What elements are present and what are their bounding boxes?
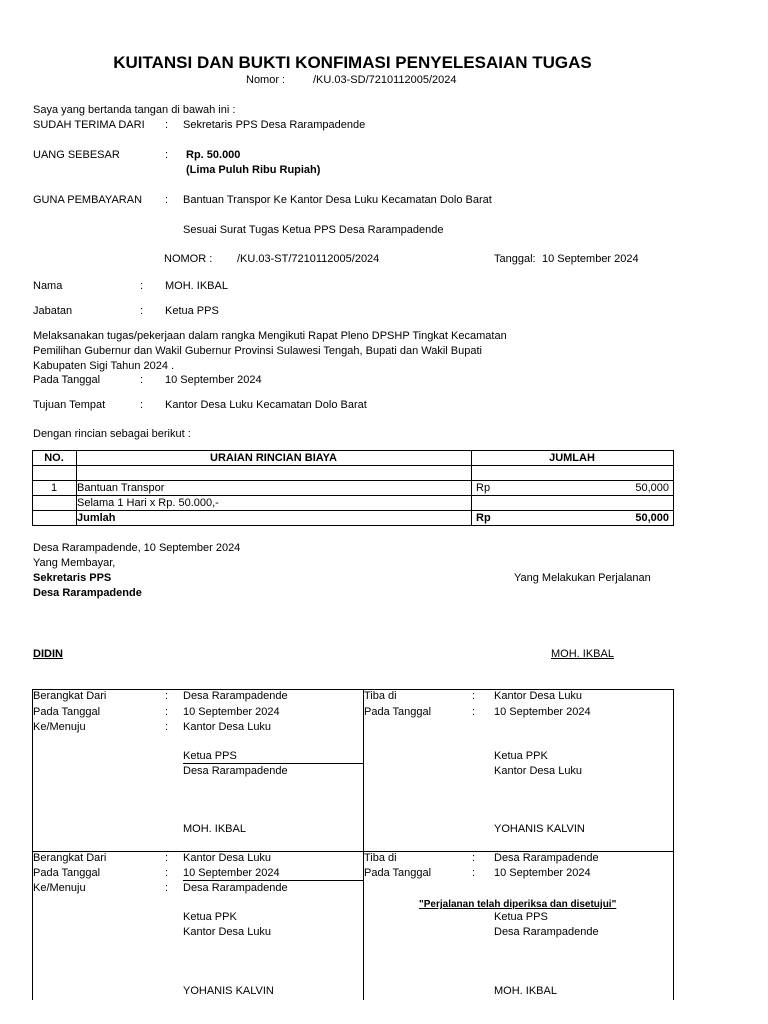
colon: : <box>472 852 476 864</box>
colon: : <box>140 305 144 317</box>
nama-value: MOH. IKBAL <box>165 280 228 292</box>
pada-tanggal-label: Pada Tanggal <box>33 706 101 718</box>
payer-name: DIDIN <box>33 648 63 660</box>
s2-sign-1: Ketua PPK <box>183 911 237 923</box>
tanggal-label: Tanggal: <box>494 253 536 265</box>
s1-arrive-sign-1: Ketua PPK <box>494 750 548 762</box>
s1-arrive-name: YOHANIS KALVIN <box>494 823 585 835</box>
nomor-st-value: /KU.03-ST/7210112005/2024 <box>237 253 380 265</box>
s1-arrive: Kantor Desa Luku <box>494 690 583 702</box>
jabatan-label: Jabatan <box>33 305 73 317</box>
payer-title-1: Sekretaris PPS <box>33 572 112 584</box>
s1-name: MOH. IKBAL <box>183 823 246 835</box>
jabatan-value: Ketua PPS <box>165 305 219 317</box>
s2-from: Kantor Desa Luku <box>183 852 272 864</box>
row-no: 1 <box>50 482 58 494</box>
colon: : <box>140 280 144 292</box>
s1-from: Desa Rarampadende <box>183 690 288 702</box>
s2-arrive: Desa Rarampadende <box>494 852 599 864</box>
ke-menuju-label: Ke/Menuju <box>33 721 86 733</box>
intro-text: Saya yang bertanda tangan di bawah ini : <box>33 104 236 116</box>
sudah-terima-value: Sekretaris PPS Desa Rarampadende <box>183 119 366 131</box>
payer-title-2: Desa Rarampadende <box>33 587 142 599</box>
sudah-terima-label: SUDAH TERIMA DARI <box>33 119 145 131</box>
uang-words: (Lima Puluh Ribu Rupiah) <box>186 164 321 176</box>
colon: : <box>472 706 476 718</box>
tujuan-label: Tujuan Tempat <box>33 399 106 411</box>
colon: : <box>165 706 169 718</box>
s2-arrive-date: 10 September 2024 <box>494 867 591 879</box>
guna-value: Bantuan Transpor Ke Kantor Desa Luku Kecamatan Dolo Barat <box>183 194 492 206</box>
row-desc: Bantuan Transpor <box>77 482 165 494</box>
colon: : <box>165 882 169 894</box>
colon: : <box>165 852 169 864</box>
nomor-value: /KU.03-SD/7210112005/2024 <box>313 74 457 86</box>
pada-tanggal-label: Pada Tanggal <box>364 706 432 718</box>
pada-tanggal-label: Pada Tanggal <box>364 867 432 879</box>
uang-label: UANG SEBESAR <box>33 149 120 161</box>
col-header-no: NO. <box>44 452 64 464</box>
colon: : <box>472 690 476 702</box>
col-header-uraian: URAIAN RINCIAN BIAYA <box>210 452 337 464</box>
guna-value-2: Sesuai Surat Tugas Ketua PPS Desa Rarampadende <box>183 224 444 236</box>
row-currency: Rp <box>476 482 491 494</box>
uang-value: Rp. 50.000 <box>186 149 241 161</box>
place-date: Desa Rarampadende, 10 September 2024 <box>33 542 241 554</box>
rincian-intro: Dengan rincian sebagai berikut : <box>33 428 191 440</box>
colon: : <box>165 867 169 879</box>
col-header-jumlah: JUMLAH <box>549 452 595 464</box>
row-detail: Selama 1 Hari x Rp. 50.000,- <box>77 497 219 509</box>
total-amount: 50,000 <box>635 512 669 524</box>
colon: : <box>165 721 169 733</box>
paragraph-line-3: Kabupaten Sigi Tahun 2024 . <box>33 360 175 372</box>
guna-label: GUNA PEMBAYARAN <box>33 194 143 206</box>
row-amount: 50,000 <box>635 482 669 494</box>
tujuan-value: Kantor Desa Luku Kecamatan Dolo Barat <box>165 399 367 411</box>
pada-tanggal-label: Pada Tanggal <box>33 867 101 879</box>
nomor-label: Nomor : <box>246 74 286 86</box>
s1-to: Kantor Desa Luku <box>183 721 272 733</box>
colon: : <box>165 119 169 131</box>
traveler-name: MOH. IKBAL <box>551 648 614 660</box>
s1-sign-1: Ketua PPS <box>183 750 237 762</box>
berangkat-label: Berangkat Dari <box>33 690 107 702</box>
s2-name: YOHANIS KALVIN <box>183 985 274 997</box>
s1-sign-2: Desa Rarampadende <box>183 765 288 777</box>
traveler-label: Yang Melakukan Perjalanan <box>514 572 651 584</box>
s1-arrive-sign-2: Kantor Desa Luku <box>494 765 583 777</box>
berangkat-label: Berangkat Dari <box>33 852 107 864</box>
ke-menuju-label: Ke/Menuju <box>33 882 86 894</box>
colon: : <box>165 194 169 206</box>
payer-label: Yang Membayar, <box>33 557 116 569</box>
nomor-st-label: NOMOR : <box>164 253 213 265</box>
tiba-label: Tiba di <box>364 690 397 702</box>
s2-arrive-sign-2: Desa Rarampadende <box>494 926 599 938</box>
document-title: KUITANSI DAN BUKTI KONFIMASI PENYELESAIAN TUGAS <box>113 53 592 72</box>
paragraph-line-1: Melaksanakan tugas/pekerjaan dalam rangka Mengikuti Rapat Pleno DPSHP Tingkat Kecamatan <box>33 330 507 342</box>
colon: : <box>140 374 144 386</box>
colon: : <box>165 690 169 702</box>
colon: : <box>165 149 169 161</box>
s2-arrive-sign-1: Ketua PPS <box>494 911 548 923</box>
s2-sign-2: Kantor Desa Luku <box>183 926 272 938</box>
colon: : <box>472 867 476 879</box>
pada-tanggal-label: Pada Tanggal <box>33 374 101 386</box>
pada-tanggal-value: 10 September 2024 <box>165 374 262 386</box>
paragraph-line-2: Pemilihan Gubernur dan Wakil Gubernur Provinsi Sulawesi Tengah, Bupati dan Wakil Bupati <box>33 345 482 357</box>
tanggal-value: 10 September 2024 <box>542 253 639 265</box>
s1-arrive-date: 10 September 2024 <box>494 706 591 718</box>
colon: : <box>140 399 144 411</box>
nama-label: Nama <box>33 280 63 292</box>
s2-date: 10 September 2024 <box>183 867 280 879</box>
total-currency: Rp <box>476 512 491 524</box>
approval-note: "Perjalanan telah diperiksa dan disetujui" <box>419 899 617 910</box>
s2-to: Desa Rarampadende <box>183 882 288 894</box>
s2-arrive-name: MOH. IKBAL <box>494 985 557 997</box>
tiba-label: Tiba di <box>364 852 397 864</box>
total-label: Jumlah <box>77 512 116 524</box>
s1-date: 10 September 2024 <box>183 706 280 718</box>
